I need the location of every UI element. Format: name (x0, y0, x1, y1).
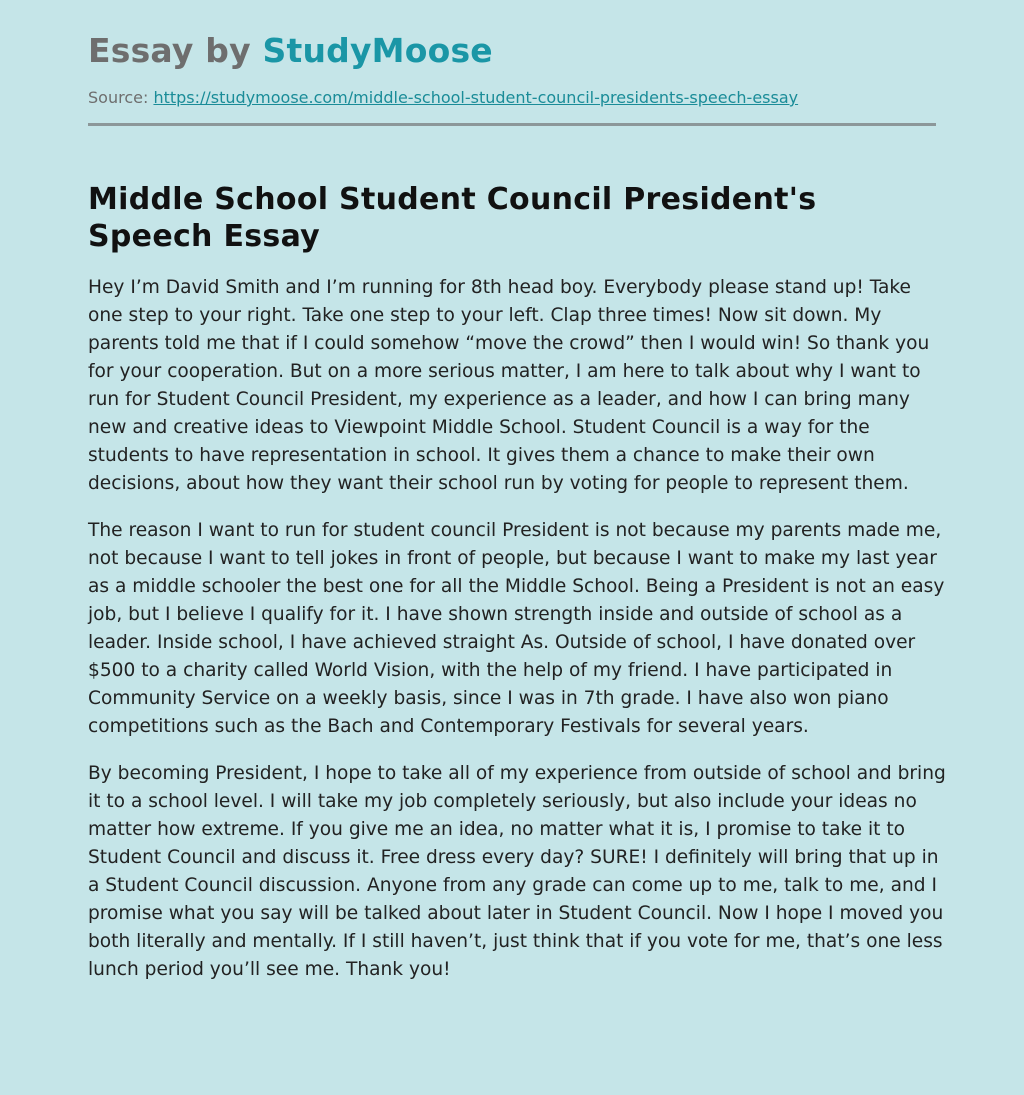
brand-title (88, 0, 936, 71)
brand-prefix: Essay by (88, 31, 263, 70)
article-paragraph: By becoming President, I hope to take all of my experience from outside of school and bring it to a school level. I will take my job completely seriously, but also include your ideas no matter how extreme. If you give me an idea, no matter what it is, I promise to take it to Student Council and discuss it. Free dress every day? SURE! I definitely will bring that up in a Student Council discussion. Anyone from any grade can come up to me, talk to me, and I promise what you say will be talked about later in Student Council. Now I hope I moved you both literally and mentally. If I still haven’t, just think that if you vote for me, that’s one less lunch period you’ll see me. Thank you! (88, 763, 946, 980)
article-title: Middle School Student Council President's Speech Essay (88, 182, 817, 254)
page-header (88, 0, 936, 126)
article-paragraph: Hey I’m David Smith and I’m running for 8th head boy. Everybody please stand up! Take one step to your right. Take one step to your left. Clap three times! Now sit down. My parents told me that if I could somehow “move the crowd” then I would win! So thank you for your cooperation. But on a more serious matter, I am here to talk about why I want to run for Student Council President, my experience as a leader, and how I can bring many new and creative ideas to Viewpoint Middle School. Student Council is a way for the students to have representation in school. It gives them a chance to make their own decisions, about how they want their school run by voting for people to represent them. (88, 277, 930, 494)
article-paragraph: The reason I want to run for student council President is not because my parents made me, not because I want to tell jokes in front of people, but because I want to make my last year as a middle schooler the best one for all the Middle School. Being a President is not an easy job, but I believe I qualify for it. I have shown strength inside and outside of school as a leader. Inside school, I have achieved straight As. Outside of school, I have donated over $500 to a charity called World Vision, with the help of my friend. I have participated in Community Service on a weekly basis, since I was in 7th grade. I have also won piano competitions such as the Bach and Contemporary Festivals for several years. (88, 520, 945, 737)
header-divider (88, 123, 936, 126)
brand-name[interactable]: StudyMoose (262, 31, 493, 70)
article (88, 181, 946, 984)
source-label: Source: (88, 88, 149, 107)
source-line (88, 88, 936, 108)
article-body (88, 274, 946, 984)
source-link[interactable]: https://studymoose.com/middle-school-student-council-presidents-speech-essay (153, 88, 799, 107)
